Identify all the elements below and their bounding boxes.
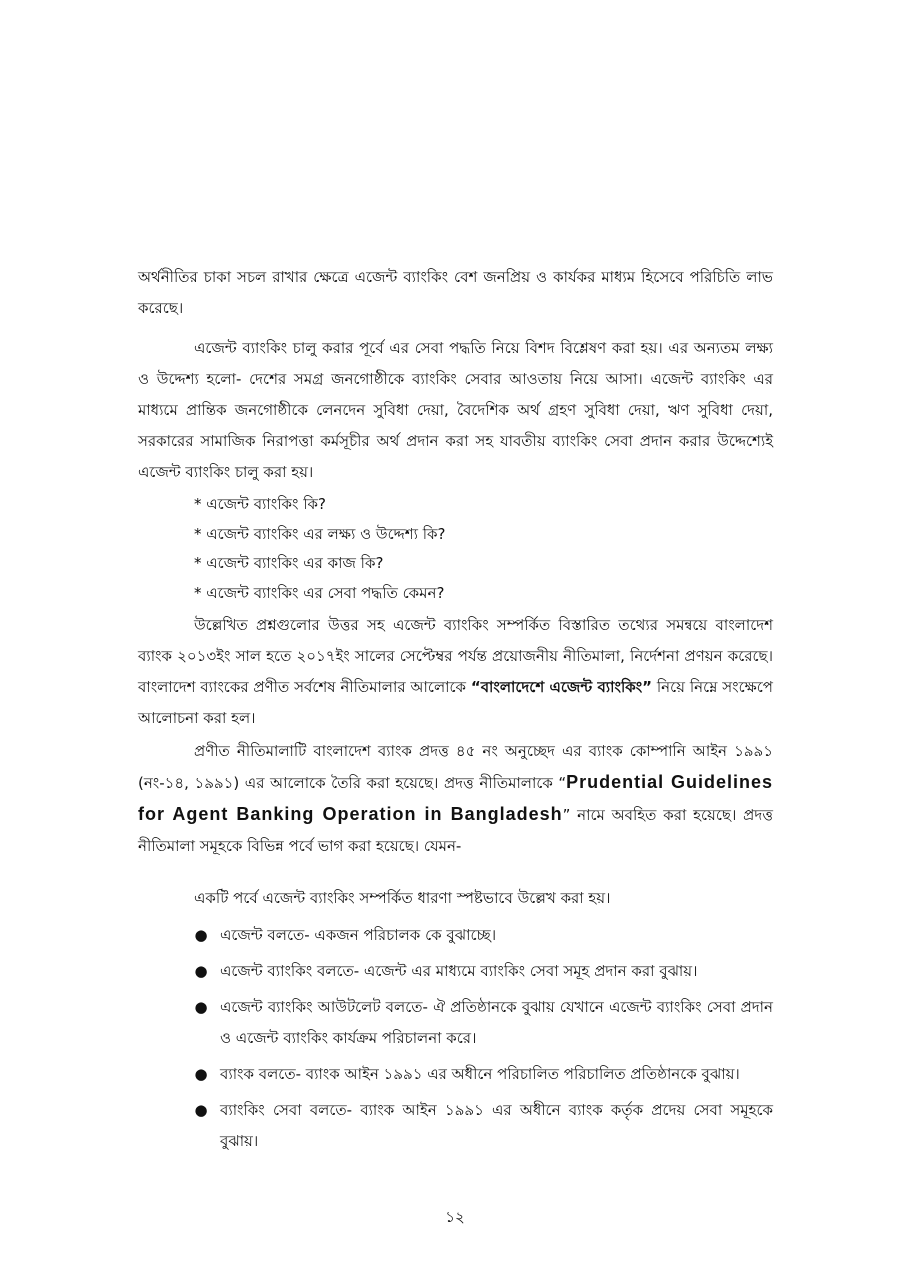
definition-text: এজেন্ট ব্যাংকিং বলতে- এজেন্ট এর মাধ্যমে ব্যাংকিং সেবা সমূহ প্রদান করা বুঝায়। [220,962,698,980]
page-number: ১২ [445,1208,465,1226]
bullet-icon: ● [194,998,208,1016]
bullet-icon: ● [194,1101,208,1119]
list-item [138,1059,773,1090]
intro-paragraph: অর্থনীতির চাকা সচল রাখার ক্ষেত্রে এজেন্ট ব্যাংকিং বেশ জনপ্রিয় ও কার্যকর মাধ্যম হিসেবে পরিচিতি লাভ করেছে। [138,268,773,317]
paragraph-purpose: এজেন্ট ব্যাংকিং চালু করার পূর্বে এর সেবা পদ্ধতি নিয়ে বিশদ বিশ্লেষণ করা হয়। এর অন্যতম লক্ষ্য ও উদ্দেশ্য হলো- দেশের সমগ্র জনগোষ্ঠীকে ব্যাংকিং সেবার আওতায় নিয়ে আসা। এজেন্ট ব্যাংকিং এর মাধ্যমে প্রান্তিক জনগোষ্ঠীকে লেনদেন সুবিধা দেয়া, বৈদেশিক অর্থ গ্রহণ সুবিধা দেয়া, ঋণ সুবিধা দেয়া, সরকারের সামাজিক নিরাপত্তা কর্মসূচীর অর্থ প্রদান করা সহ যাবতীয় ব্যাংকিং সেবা প্রদান করার উদ্দেশ্যেই এজেন্ট ব্যাংকিং চালু করা হয়। [138,339,773,481]
paragraph-guidelines [138,736,773,862]
bold-title: “বাংলাদেশে এজেন্ট ব্যাংকিং” [470,678,653,696]
bullet-icon: ● [194,1065,208,1083]
bullet-icon: ● [194,926,208,944]
list-item [138,1095,773,1157]
question-item: * এজেন্ট ব্যাংকিং এর লক্ষ্য ও উদ্দেশ্য কি? [194,524,446,543]
paragraph-policy-text: উল্লেখিত প্রশ্নগুলোর উত্তর সহ এজেন্ট ব্যাংকিং সম্পর্কিত বিস্তারিত তথ্যের সমন্বয়ে বাংলাদেশ ব্যাংক ২০১৩ইং সাল হতে ২০১৭ইং সালের সেপ্টেম্বর পর্যন্ত প্রয়োজনীয় নীতিমালা, নির্দেশনা প্রণয়ন করেছে। বাংলাদেশ ব্যাংকের প্রণীত সর্বশেষ নীতিমালার আলোকে [138,616,773,696]
section-lead: একটি পর্বে এজেন্ট ব্যাংকিং সম্পর্কিত ধারণা স্পষ্টভাবে উল্লেখ করা হয়। [194,889,611,907]
paragraph-guidelines-text: প্রণীত নীতিমালাটি বাংলাদেশ ব্যাংক প্রদত্ত ৪৫ নং অনুচ্ছেদ এর ব্যাংক কোম্পানি আইন ১৯৯১ (নং-১৪, ১৯৯১) এর আলোকে তৈরি করা হয়েছে। প্রদত্ত নীতিমালাকে “ [138,742,773,792]
question-list [138,490,773,608]
definition-text: ব্যাংক বলতে- ব্যাংক আইন ১৯৯১ এর অধীনে পরিচালিত পরিচালিত প্রতিষ্ঠানকে বুঝায়। [220,1065,740,1083]
definition-text: এজেন্ট বলতে- একজন পরিচালক কে বুঝাচ্ছে। [220,926,497,944]
definition-list [138,920,773,1157]
question-item: * এজেন্ট ব্যাংকিং কি? [194,495,326,513]
list-item [138,956,773,987]
question-item: * এজেন্ট ব্যাংকিং এর কাজ কি? [194,554,384,572]
paragraph-guidelines-text-after: ” নামে অবহিত করা হয়েছে। প্রদত্ত নীতিমালা সমূহকে বিভিন্ন পর্বে ভাগ করা হয়েছে। যেমন- [138,806,773,855]
definition-text: ব্যাংকিং সেবা বলতে- ব্যাংক আইন ১৯৯১ এর অধীনে ব্যাংক কর্তৃক প্রদেয় সেবা সমূহকে বুঝায়। [220,1101,773,1150]
paragraph-policy [138,610,773,734]
list-item [138,992,773,1054]
paragraph-policy-text-after: নিয়ে নিম্নে সংক্ষেপে আলোচনা করা হল। [138,678,773,727]
definition-text: এজেন্ট ব্যাংকিং আউটলেট বলতে- ঐ প্রতিষ্ঠানকে বুঝায় যেখানে এজেন্ট ব্যাংকিং সেবা প্রদান ও এজেন্ট ব্যাংকিং কার্যক্রম পরিচালনা করে। [220,998,773,1047]
question-item: * এজেন্ট ব্যাংকিং এর সেবা পদ্ধতি কেমন? [194,583,445,602]
list-item [138,920,773,951]
guidelines-title: Prudential Guidelines for Agent Banking Operation in Bangladesh [138,772,773,824]
bullet-icon: ● [194,962,208,980]
page-body [138,262,773,1162]
